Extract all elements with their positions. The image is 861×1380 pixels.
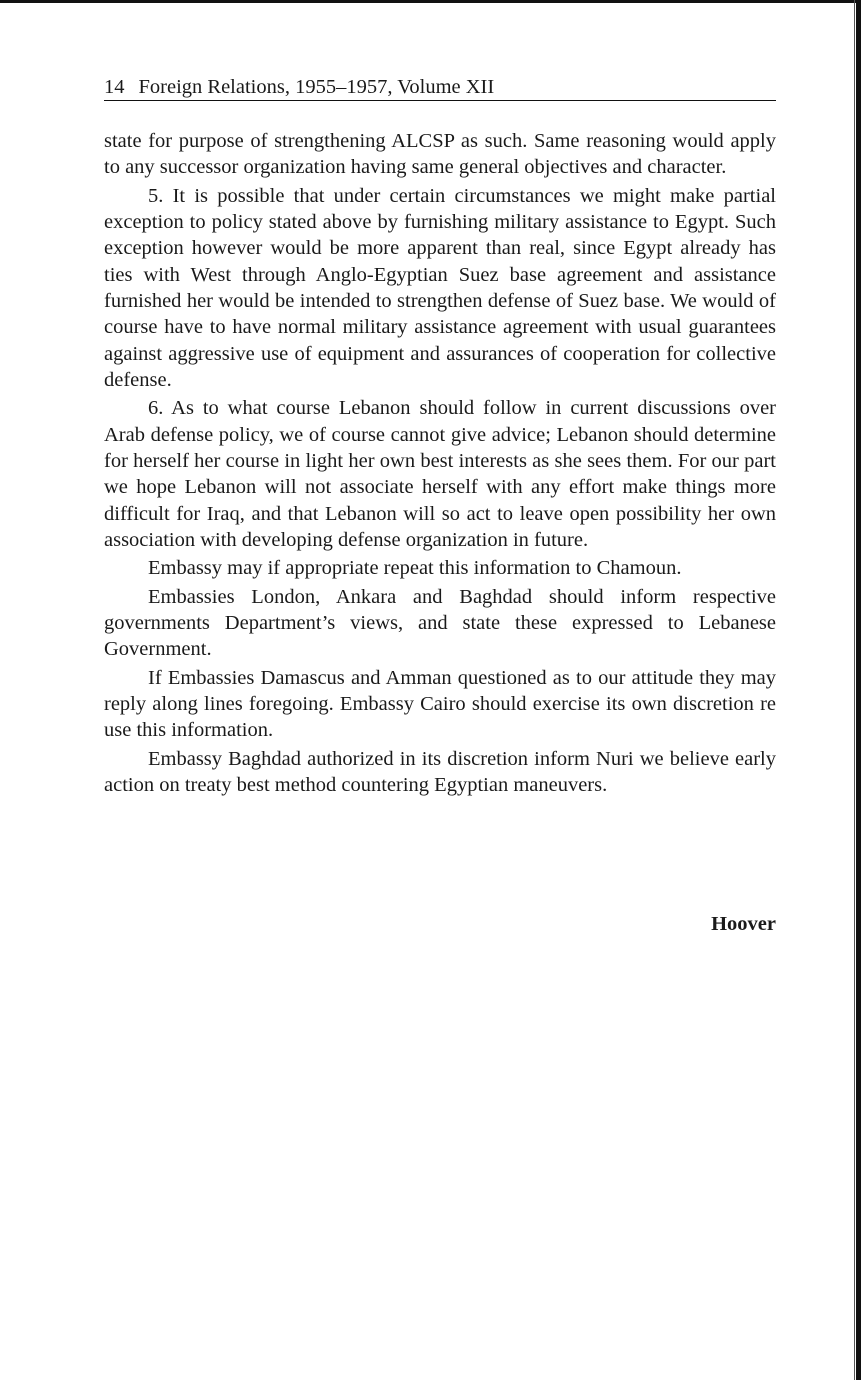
signature: Hoover: [711, 913, 776, 935]
page-right-edge: [856, 0, 861, 1380]
paragraph-embassies-london: Embassies London, Ankara and Baghdad should inform respective governments Department’s views, and state these expressed to Lebanese Government.: [104, 585, 776, 661]
page-right-edge-line: [854, 0, 855, 1380]
paragraph-continuation: state for purpose of strengthening ALCSP as such. Same reasoning would apply to any successor organization having same general objectives and character.: [104, 130, 776, 179]
paragraph-baghdad-nuri: Embassy Baghdad authorized in its discretion inform Nuri we believe early action on treaty best method countering Egyptian maneuvers.: [104, 747, 776, 797]
paragraph-damascus-amman: If Embassies Damascus and Amman questioned as to our attitude they may reply along lines foregoing. Embassy Cairo should exercise its own discretion re use this information.: [104, 666, 776, 742]
paragraph-6: 6. As to what course Lebanon should follow in current discussions over Arab defense policy, we of course cannot give advice; Lebanon should determine for herself her course in light her own best interests as she sees them. For our part we hope Lebanon will not associate herself with any effort make things more difficult for Iraq, and that Lebanon will so act to leave open possibility her own association with developing defense organization in future.: [104, 397, 776, 551]
paragraph-chamoun: Embassy may if appropriate repeat this information to Chamoun.: [148, 557, 682, 580]
running-head-title: Foreign Relations, 1955–1957, Volume XII: [138, 76, 495, 98]
page-number: 14: [104, 76, 125, 98]
document-body: [104, 128, 776, 801]
running-head: [104, 74, 776, 101]
page-top-edge: [0, 0, 861, 3]
paragraph-5: 5. It is possible that under certain circumstances we might make partial exception to policy stated above by furnishing military assistance to Egypt. Such exception however would be more apparent than real, since Egypt already has ties with West through Anglo-Egyptian Suez base agreement and assistance furnished her would be intended to strengthen defense of Suez base. We would of course have to have normal military assistance agreement with usual guarantees against aggressive use of equipment and assurances of cooperation for collective defense.: [104, 184, 776, 391]
